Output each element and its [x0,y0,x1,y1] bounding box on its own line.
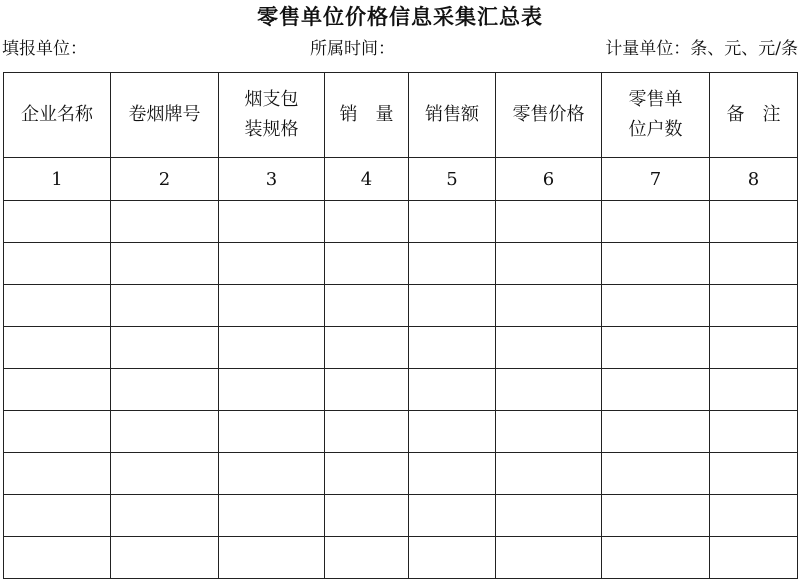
table-cell[interactable] [409,411,496,453]
table-cell[interactable] [111,285,219,327]
data-entry-rows [4,201,798,579]
table-cell[interactable] [219,453,325,495]
table-cell[interactable] [602,201,710,243]
table-cell[interactable] [409,537,496,579]
table-cell[interactable] [710,411,798,453]
col-header-sales-volume: 销 量 [325,73,409,158]
table-row [4,411,798,453]
table-cell[interactable] [496,285,602,327]
column-number-row [4,158,798,201]
form-title: 零售单位价格信息采集汇总表 [257,5,543,29]
table-cell[interactable] [325,243,409,285]
table-cell[interactable] [111,369,219,411]
table-cell[interactable] [4,495,111,537]
column-number: 7 [602,158,710,201]
table-cell[interactable] [219,495,325,537]
table-row [4,453,798,495]
table-cell[interactable] [710,243,798,285]
table-cell[interactable] [409,495,496,537]
table-cell[interactable] [496,495,602,537]
table-cell[interactable] [409,201,496,243]
column-number: 5 [409,158,496,201]
column-number: 1 [4,158,111,201]
table-cell[interactable] [325,537,409,579]
table-cell[interactable] [496,243,602,285]
table-cell[interactable] [710,201,798,243]
table-cell[interactable] [602,495,710,537]
period-label: 所属时间： [310,39,395,59]
table-cell[interactable] [602,537,710,579]
table-cell[interactable] [602,369,710,411]
table-row [4,285,798,327]
table-row [4,243,798,285]
table-cell[interactable] [219,327,325,369]
col-header-package-spec: 烟支包 装规格 [219,73,325,158]
header-row [4,73,798,158]
table-cell[interactable] [219,201,325,243]
col-header-retail-price: 零售价格 [496,73,602,158]
table-cell[interactable] [4,537,111,579]
table-cell[interactable] [710,285,798,327]
column-number: 2 [111,158,219,201]
table-cell[interactable] [219,285,325,327]
column-number: 6 [496,158,602,201]
table-row [4,201,798,243]
table-row [4,369,798,411]
table-cell[interactable] [219,243,325,285]
table-cell[interactable] [4,369,111,411]
table-row [4,495,798,537]
table-cell[interactable] [496,537,602,579]
table-cell[interactable] [710,327,798,369]
table-cell[interactable] [111,537,219,579]
table-cell[interactable] [4,327,111,369]
column-number: 3 [219,158,325,201]
table-cell[interactable] [4,411,111,453]
table-cell[interactable] [325,327,409,369]
table-cell[interactable] [602,285,710,327]
table-cell[interactable] [602,411,710,453]
table-cell[interactable] [4,243,111,285]
table-cell[interactable] [111,327,219,369]
table-cell[interactable] [111,495,219,537]
table-cell[interactable] [409,369,496,411]
col-header-retail-outlet-count: 零售单 位户数 [602,73,710,158]
column-number: 4 [325,158,409,201]
summary-table [3,72,798,579]
table-cell[interactable] [325,369,409,411]
measurement-unit-label: 计量单位：条、元、元/条 [605,39,798,59]
reporting-unit-label: 填报单位： [2,39,87,59]
table-cell[interactable] [710,453,798,495]
table-cell[interactable] [496,201,602,243]
table-cell[interactable] [219,537,325,579]
table-cell[interactable] [496,327,602,369]
table-cell[interactable] [496,453,602,495]
table-cell[interactable] [602,327,710,369]
table-cell[interactable] [710,537,798,579]
table-cell[interactable] [4,453,111,495]
table-cell[interactable] [409,453,496,495]
column-number: 8 [710,158,798,201]
table-cell[interactable] [496,369,602,411]
col-header-cigarette-brand: 卷烟牌号 [111,73,219,158]
table-cell[interactable] [409,243,496,285]
table-cell[interactable] [325,495,409,537]
table-cell[interactable] [325,285,409,327]
table-cell[interactable] [219,411,325,453]
table-cell[interactable] [409,327,496,369]
table-row [4,327,798,369]
table-cell[interactable] [496,411,602,453]
table-cell[interactable] [111,411,219,453]
col-header-sales-amount: 销售额 [409,73,496,158]
table-cell[interactable] [325,453,409,495]
table-cell[interactable] [710,495,798,537]
table-cell[interactable] [602,453,710,495]
table-row [4,537,798,579]
table-cell[interactable] [4,201,111,243]
table-cell[interactable] [602,243,710,285]
table-cell[interactable] [219,369,325,411]
table-cell[interactable] [325,201,409,243]
col-header-remarks: 备 注 [710,73,798,158]
table-cell[interactable] [111,243,219,285]
table-cell[interactable] [111,453,219,495]
col-header-company-name: 企业名称 [4,73,111,158]
table-cell[interactable] [325,411,409,453]
table-cell[interactable] [4,285,111,327]
table-cell[interactable] [409,285,496,327]
table-cell[interactable] [710,369,798,411]
table-cell[interactable] [111,201,219,243]
